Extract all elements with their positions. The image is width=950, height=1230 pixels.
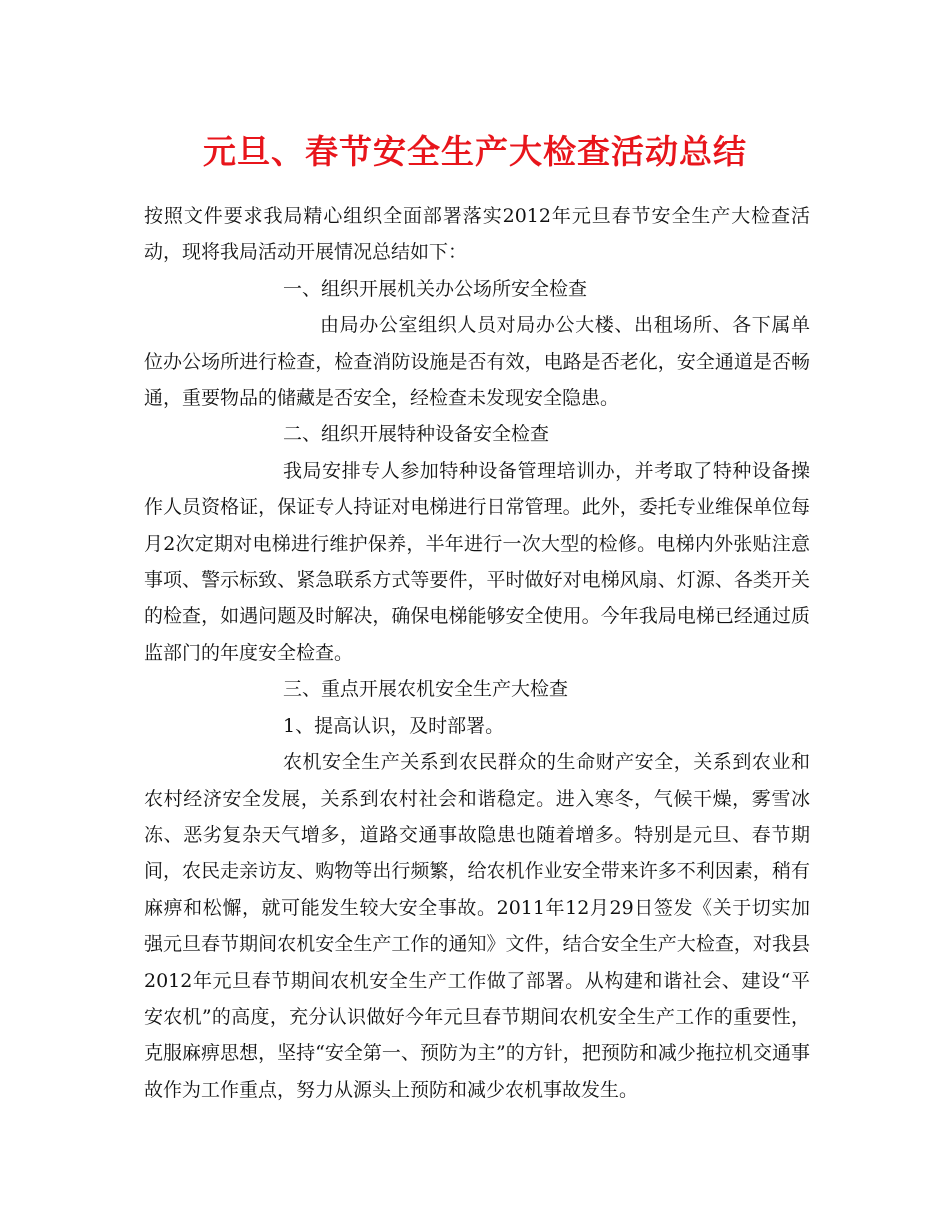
section-2-paragraph: 我局安排专人参加特种设备管理培训办，并考取了特种设备操作人员资格证，保证专人持证对电梯进行日常管理。此外，委托专业维保单位每月2次定期对电梯进行维护保养，半年进行一次大型的检修。电梯内外张贴注意事项、警示标致、紧急联系方式等要件，平时做好对电梯风扇、灯源、各类开关的检查，如遇问题及时解决，确保电梯能够安全使用。今年我局电梯已经通过质监部门的年度安全检查。	[144, 459, 810, 664]
section-heading-3: 三、重点开展农机安全生产大检查	[283, 678, 569, 701]
intro-paragraph: 按照文件要求我局精心组织全面部署落实2012年元旦春节安全生产大检查活动，现将我局活动开展情况总结如下：	[144, 205, 810, 264]
document-title: 元旦、春节安全生产大检查活动总结	[203, 132, 747, 171]
section-1-paragraph: 由局办公室组织人员对局办公大楼、出租场所、各下属单位办公场所进行检查，检查消防设施是否有效，电路是否老化，安全通道是否畅通，重要物品的储藏是否安全，经检查未发现安全隐患。	[144, 314, 810, 410]
section-heading-2: 二、组织开展特种设备安全检查	[283, 423, 550, 446]
document-body	[144, 198, 810, 1108]
subsection-heading-1: 1、提高认识，及时部署。	[283, 714, 505, 737]
section-heading-1: 一、组织开展机关办公场所安全检查	[283, 277, 588, 300]
subsection-1-paragraph: 农机安全生产关系到农民群众的生命财产安全，关系到农业和农村经济安全发展，关系到农村社会和谐稳定。进入寒冬，气候干燥，雾雪冰冻、恶劣复杂天气增多，道路交通事故隐患也随着增多。特别是元旦、春节期间，农民走亲访友、购物等出行频繁，给农机作业安全带来许多不利因素，稍有麻痹和松懈，就可能发生较大安全事故。2011年12月29日签发《关于切实加强元旦春节期间农机安全生产工作的通知》文件，结合安全生产大检查，对我县2012年元旦春节期间农机安全生产工作做了部署。从构建和谐社会、建设“平安农机”的高度，充分认识做好今年元旦春节期间农机安全生产工作的重要性，克服麻痹思想，坚持“安全第一、预防为主”的方针，把预防和减少拖拉机交通事故作为工作重点，努力从源头上预防和减少农机事故发生。	[144, 751, 810, 1101]
